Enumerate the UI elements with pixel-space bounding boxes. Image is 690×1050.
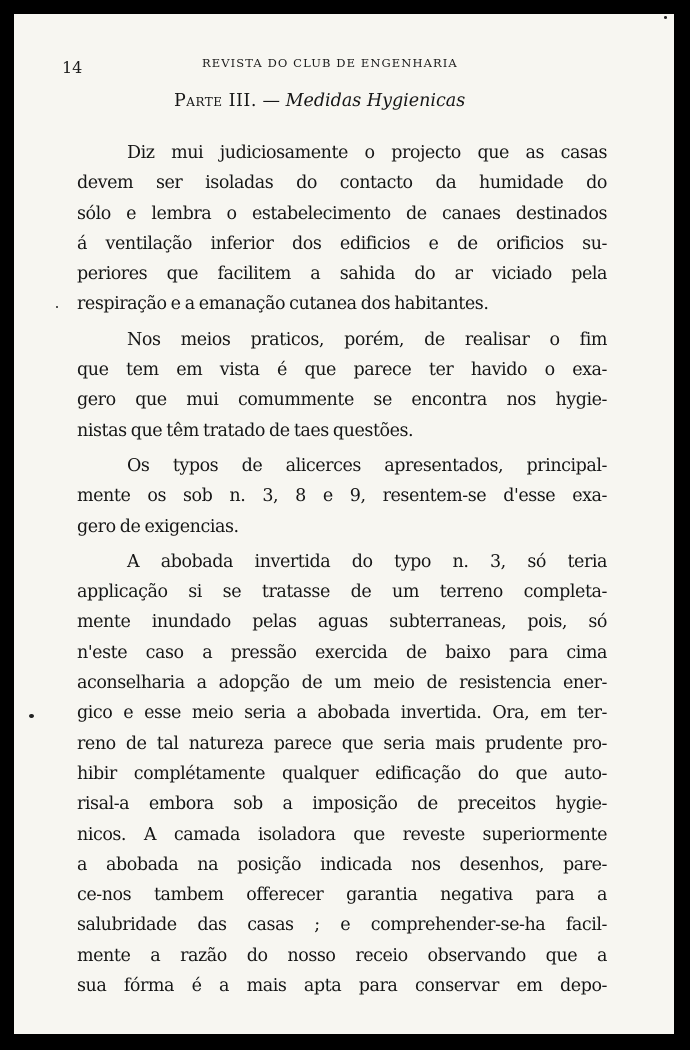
- page-number: 14: [62, 58, 83, 77]
- text-line: á ventilação inferior dos edificios e de orificios su-: [77, 233, 607, 254]
- text-line: sua fórma é a mais apta para conservar em depo-: [77, 976, 607, 997]
- ink-speck: [29, 714, 34, 718]
- text-line: A abobada invertida do typo n. 3, só teria: [127, 551, 607, 572]
- body-text: [77, 138, 607, 1001]
- text-line: respiração e a emanação cutanea dos habitantes.: [77, 294, 489, 315]
- text-line: nicos. A camada isoladora que reveste superiormente: [77, 824, 607, 845]
- text-line: risal-a embora sob a imposição de preceitos hygie-: [77, 794, 607, 815]
- text-line: gero de exigencias.: [77, 516, 239, 537]
- text-line: applicação si se tratasse de um terreno completa-: [77, 582, 607, 603]
- text-line: que tem em vista é que parece ter havido o exa-: [77, 360, 607, 381]
- text-line: aconselharia a adopção de um meio de resistencia ener-: [77, 673, 607, 694]
- text-line: sólo e lembra o estabelecimento de canaes destinados: [77, 203, 607, 224]
- text-line: ce-nos tambem offerecer garantia negativa para a: [77, 885, 607, 906]
- paragraph-2: [77, 325, 607, 446]
- text-line: nistas que têm tratado de taes questões.: [77, 420, 414, 441]
- paragraph-4: [77, 547, 607, 1001]
- text-line: mente a razão do nosso receio observando que a: [77, 945, 607, 966]
- text-line: Diz mui judiciosamente o projecto que as casas: [127, 143, 607, 163]
- text-line: a abobada na posição indicada nos desenhos, pare-: [77, 854, 607, 875]
- text-line: gero que mui comummente se encontra nos hygie-: [77, 390, 607, 411]
- paragraph-1: [77, 138, 607, 320]
- running-header: [14, 52, 674, 76]
- text-line: mente inundado pelas aguas subterraneas, pois, só: [77, 612, 607, 633]
- journal-title: REVISTA DO CLUB DE ENGENHARIA: [202, 56, 458, 70]
- ink-speck: [56, 306, 58, 308]
- paragraph-3: [77, 451, 607, 542]
- ink-speck: [664, 16, 667, 19]
- text-line: reno de tal natureza parece que seria mais prudente pro-: [77, 733, 607, 754]
- book-page: [14, 14, 674, 1034]
- section-label: Parte III.: [174, 91, 257, 111]
- text-line: Nos meios praticos, porém, de realisar o fim: [127, 329, 607, 350]
- text-line: gico e esse meio seria a abobada invertida. Ora, em ter-: [77, 703, 607, 724]
- text-line: salubridade das casas ; e comprehender-se-ha facil-: [77, 915, 607, 936]
- section-heading: [174, 91, 465, 111]
- section-dash: —: [262, 91, 280, 111]
- text-line: periores que facilitem a sahida do ar viciado pela: [77, 264, 607, 285]
- section-subtitle: Medidas Hygienicas: [285, 91, 466, 111]
- text-line: devem ser isoladas do contacto da humidade do: [77, 173, 607, 194]
- text-line: Os typos de alicerces apresentados, principal-: [127, 455, 607, 476]
- text-line: hibir complétamente qualquer edificação do que auto-: [77, 763, 607, 784]
- text-line: mente os sob n. 3, 8 e 9, resentem-se d'esse exa-: [77, 486, 607, 507]
- text-line: n'este caso a pressão exercida de baixo para cima: [77, 642, 607, 663]
